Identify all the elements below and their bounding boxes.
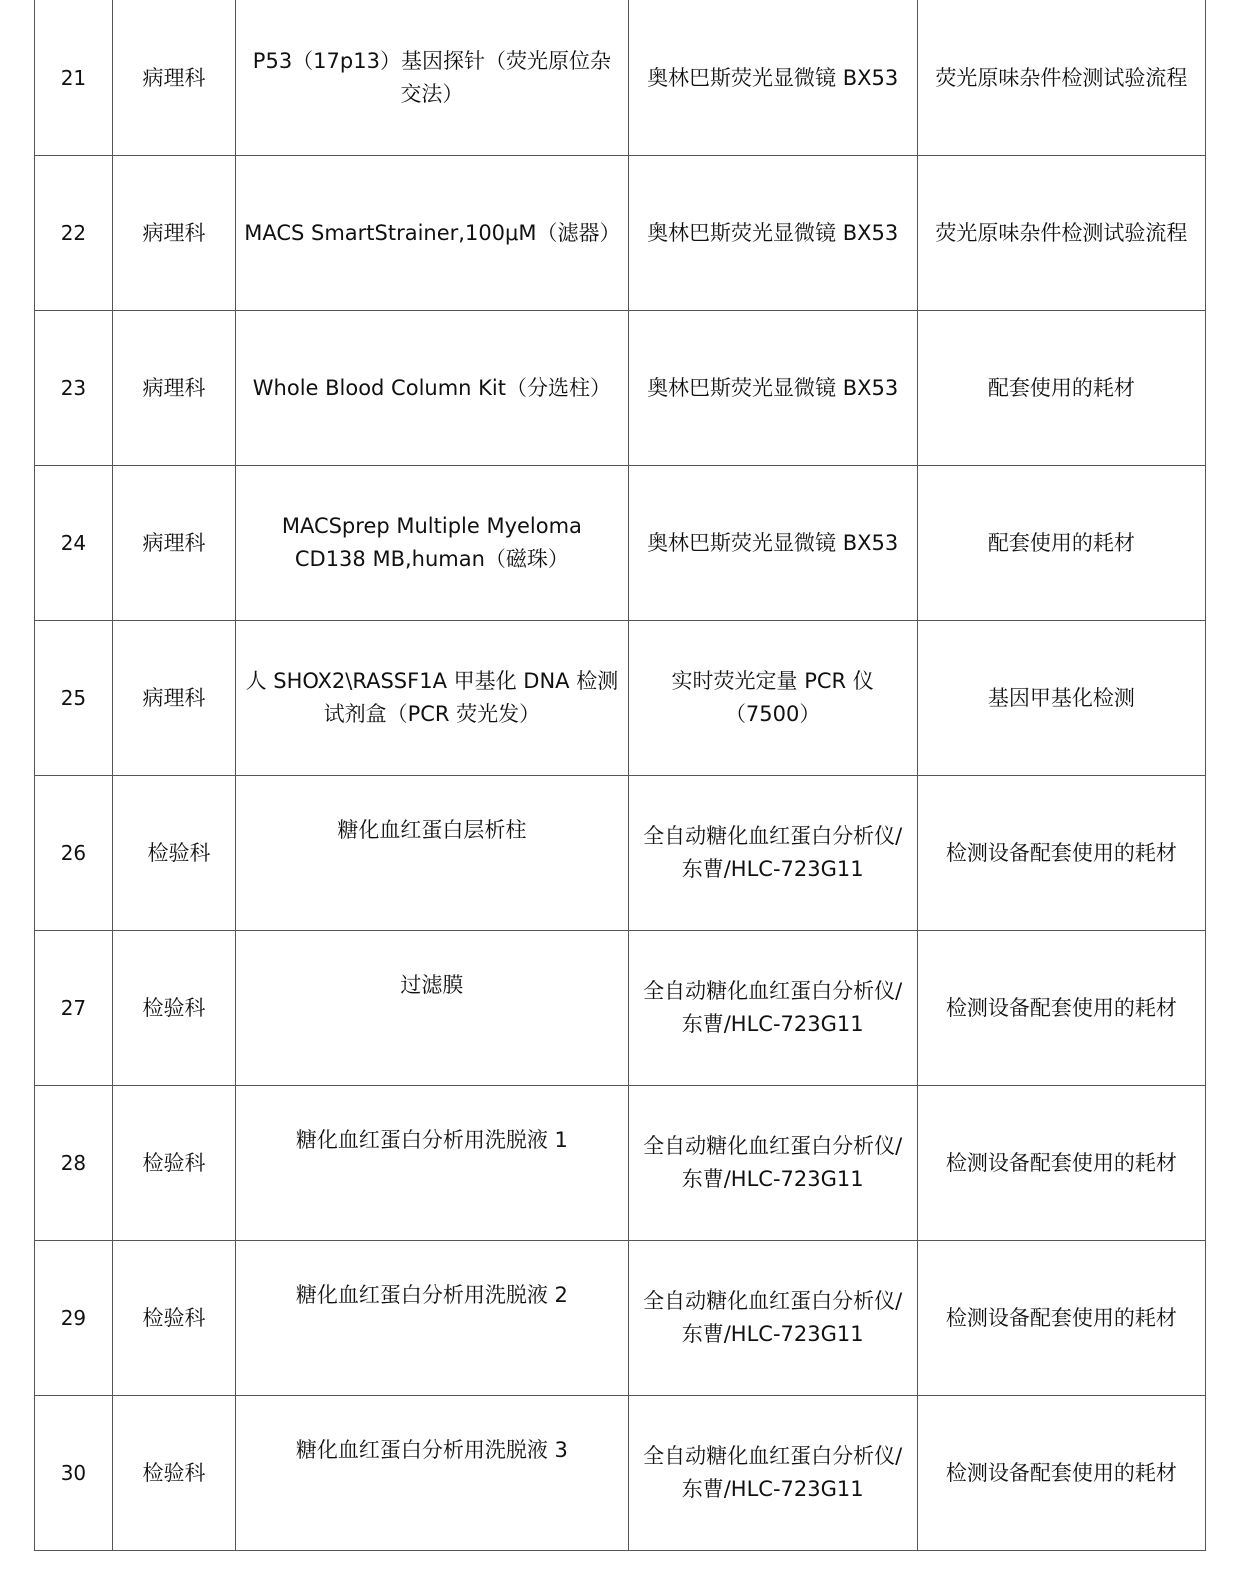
row-number: 24 <box>35 466 113 621</box>
table-row <box>35 1 1206 156</box>
row-number: 23 <box>35 311 113 466</box>
table-row <box>35 621 1206 776</box>
purpose: 检测设备配套使用的耗材 <box>917 931 1205 1086</box>
equipment: 全自动糖化血红蛋白分析仪/东曹/HLC-723G11 <box>628 776 917 931</box>
purpose: 配套使用的耗材 <box>917 466 1205 621</box>
equipment: 全自动糖化血红蛋白分析仪/东曹/HLC-723G11 <box>628 1241 917 1396</box>
department: 检验科 <box>112 1241 235 1396</box>
equipment: 奥林巴斯荧光显微镜 BX53 <box>628 1 917 156</box>
item-name: Whole Blood Column Kit（分选柱） <box>236 311 628 466</box>
item-name: 糖化血红蛋白分析用洗脱液 3 <box>236 1396 628 1551</box>
table-row <box>35 466 1206 621</box>
table-row <box>35 776 1206 931</box>
equipment: 全自动糖化血红蛋白分析仪/东曹/HLC-723G11 <box>628 1086 917 1241</box>
equipment: 全自动糖化血红蛋白分析仪/东曹/HLC-723G11 <box>628 1396 917 1551</box>
row-number: 30 <box>35 1396 113 1551</box>
row-number: 25 <box>35 621 113 776</box>
item-name: 人 SHOX2\RASSF1A 甲基化 DNA 检测试剂盒（PCR 荧光发） <box>236 621 628 776</box>
table-row <box>35 1396 1206 1551</box>
department: 检验科 <box>112 931 235 1086</box>
department: 检验科 <box>112 1396 235 1551</box>
purpose: 检测设备配套使用的耗材 <box>917 1241 1205 1396</box>
row-number: 29 <box>35 1241 113 1396</box>
department: 病理科 <box>112 466 235 621</box>
purpose: 荧光原味杂件检测试验流程 <box>917 156 1205 311</box>
row-number: 28 <box>35 1086 113 1241</box>
equipment: 奥林巴斯荧光显微镜 BX53 <box>628 156 917 311</box>
department: 病理科 <box>112 311 235 466</box>
row-number: 27 <box>35 931 113 1086</box>
consumables-table <box>34 0 1206 1551</box>
item-name: MACS SmartStrainer,100μM（滤器） <box>236 156 628 311</box>
table-row <box>35 931 1206 1086</box>
row-number: 26 <box>35 776 113 931</box>
purpose: 检测设备配套使用的耗材 <box>917 1396 1205 1551</box>
purpose: 配套使用的耗材 <box>917 311 1205 466</box>
item-name: 过滤膜 <box>236 931 628 1086</box>
equipment: 全自动糖化血红蛋白分析仪/东曹/HLC-723G11 <box>628 931 917 1086</box>
department: 病理科 <box>112 156 235 311</box>
purpose: 基因甲基化检测 <box>917 621 1205 776</box>
department: 病理科 <box>112 1 235 156</box>
table-row <box>35 1086 1206 1241</box>
purpose: 检测设备配套使用的耗材 <box>917 776 1205 931</box>
equipment: 奥林巴斯荧光显微镜 BX53 <box>628 311 917 466</box>
equipment: 实时荧光定量 PCR 仪（7500） <box>628 621 917 776</box>
item-name: MACSprep Multiple Myeloma CD138 MB,human（磁珠） <box>236 466 628 621</box>
table-row <box>35 1241 1206 1396</box>
item-name: 糖化血红蛋白分析用洗脱液 1 <box>236 1086 628 1241</box>
department: 检验科 <box>112 776 235 931</box>
row-number: 21 <box>35 1 113 156</box>
table-row <box>35 156 1206 311</box>
item-name: P53（17p13）基因探针（荧光原位杂交法） <box>236 1 628 156</box>
purpose: 荧光原味杂件检测试验流程 <box>917 1 1205 156</box>
row-number: 22 <box>35 156 113 311</box>
equipment: 奥林巴斯荧光显微镜 BX53 <box>628 466 917 621</box>
item-name: 糖化血红蛋白分析用洗脱液 2 <box>236 1241 628 1396</box>
purpose: 检测设备配套使用的耗材 <box>917 1086 1205 1241</box>
item-name: 糖化血红蛋白层析柱 <box>236 776 628 931</box>
department: 检验科 <box>112 1086 235 1241</box>
department: 病理科 <box>112 621 235 776</box>
table-row <box>35 311 1206 466</box>
